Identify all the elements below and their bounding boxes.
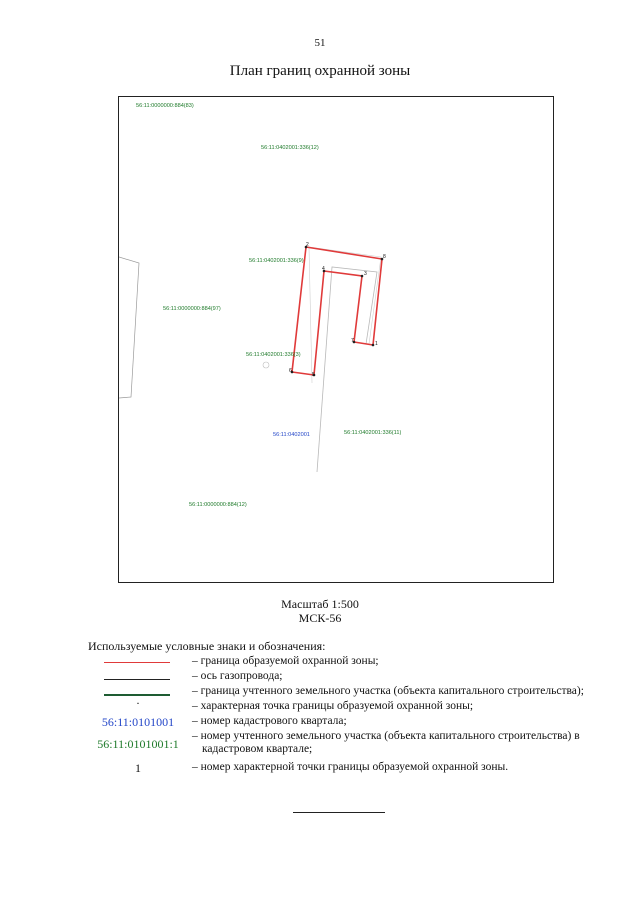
- legend-item-text: – граница образуемой охранной зоны;: [192, 655, 379, 667]
- parcel-label: 56:11:0000000:884(97): [163, 306, 221, 312]
- point-number: 4: [322, 266, 325, 272]
- parcel-label: 56:11:0402001:336(12): [261, 145, 319, 151]
- parcel-label: 56:11:0402001:336(3): [246, 352, 301, 358]
- point-number: 8: [383, 254, 386, 260]
- point-number: 5: [312, 372, 315, 378]
- gas-pipeline-axis: [317, 267, 377, 472]
- point-number: 7: [351, 338, 354, 344]
- page-title: План границ охранной зоны: [229, 63, 411, 79]
- point-number: 6: [289, 368, 292, 374]
- scale-text: Масштаб 1:500: [281, 597, 359, 611]
- parcel-label: 56:11:0000000:884(83): [136, 103, 194, 109]
- legend-item-text: – номер характерной точки границы образуемой охранной зоны.: [192, 761, 509, 773]
- point-number: 2: [306, 242, 309, 248]
- page-number: 51: [314, 37, 326, 49]
- parcel-label: 56:11:0402001:336(9): [249, 258, 304, 264]
- parcel-number-symbol: 56:11:0101001:1: [97, 737, 179, 751]
- point-number: 3: [364, 271, 367, 277]
- point-number-symbol: 1: [135, 761, 141, 775]
- point-marker: [372, 344, 375, 347]
- legend-item-gas-axis: [96, 670, 616, 684]
- survey-mark: [263, 362, 269, 368]
- legend-item-text: – номер кадастрового квартала;: [192, 715, 347, 727]
- legend-item-point-number: [96, 761, 616, 775]
- legend-item-parcel-number: [96, 730, 616, 758]
- point-number: 1: [375, 341, 378, 347]
- quarter-number-symbol: 56:11:0101001: [101, 715, 175, 729]
- point-marker: [361, 275, 364, 278]
- bottom-rule: [293, 812, 385, 813]
- crs-text: МСК-56: [298, 611, 342, 625]
- legend-item-text: – характерная точка границы образуемой охранной зоны;: [192, 700, 474, 712]
- legend-item-text: – граница учтенного земельного участка (объекта капитального строительства);: [192, 685, 584, 697]
- plan-map: [119, 97, 555, 584]
- legend-item-text: – ось газопровода;: [192, 670, 283, 682]
- scale-block: [0, 597, 640, 625]
- red-line-symbol: [104, 662, 170, 663]
- protection-zone-boundary: [292, 247, 382, 375]
- parcel-label: 56:11:0402001:336(11): [344, 430, 402, 436]
- legend-item-point: [96, 693, 616, 714]
- black-line-symbol: [104, 679, 170, 680]
- neighbor-parcel-outline: [119, 257, 139, 398]
- legend-title: Используемые условные знаки и обозначения:: [88, 639, 326, 653]
- legend-item-zone-boundary: [96, 655, 616, 669]
- legend-item-quarter: [96, 715, 616, 729]
- legend-item-text: – номер учтенного земельного участка (объекта капитального строительства) в кадастровом квартале;: [192, 730, 580, 755]
- point-symbol: .: [136, 693, 140, 707]
- quarter-label: 56:11:0402001: [273, 432, 310, 438]
- parcel-label: 56:11:0000000:884(12): [189, 502, 247, 508]
- plan-drawing: [118, 96, 554, 583]
